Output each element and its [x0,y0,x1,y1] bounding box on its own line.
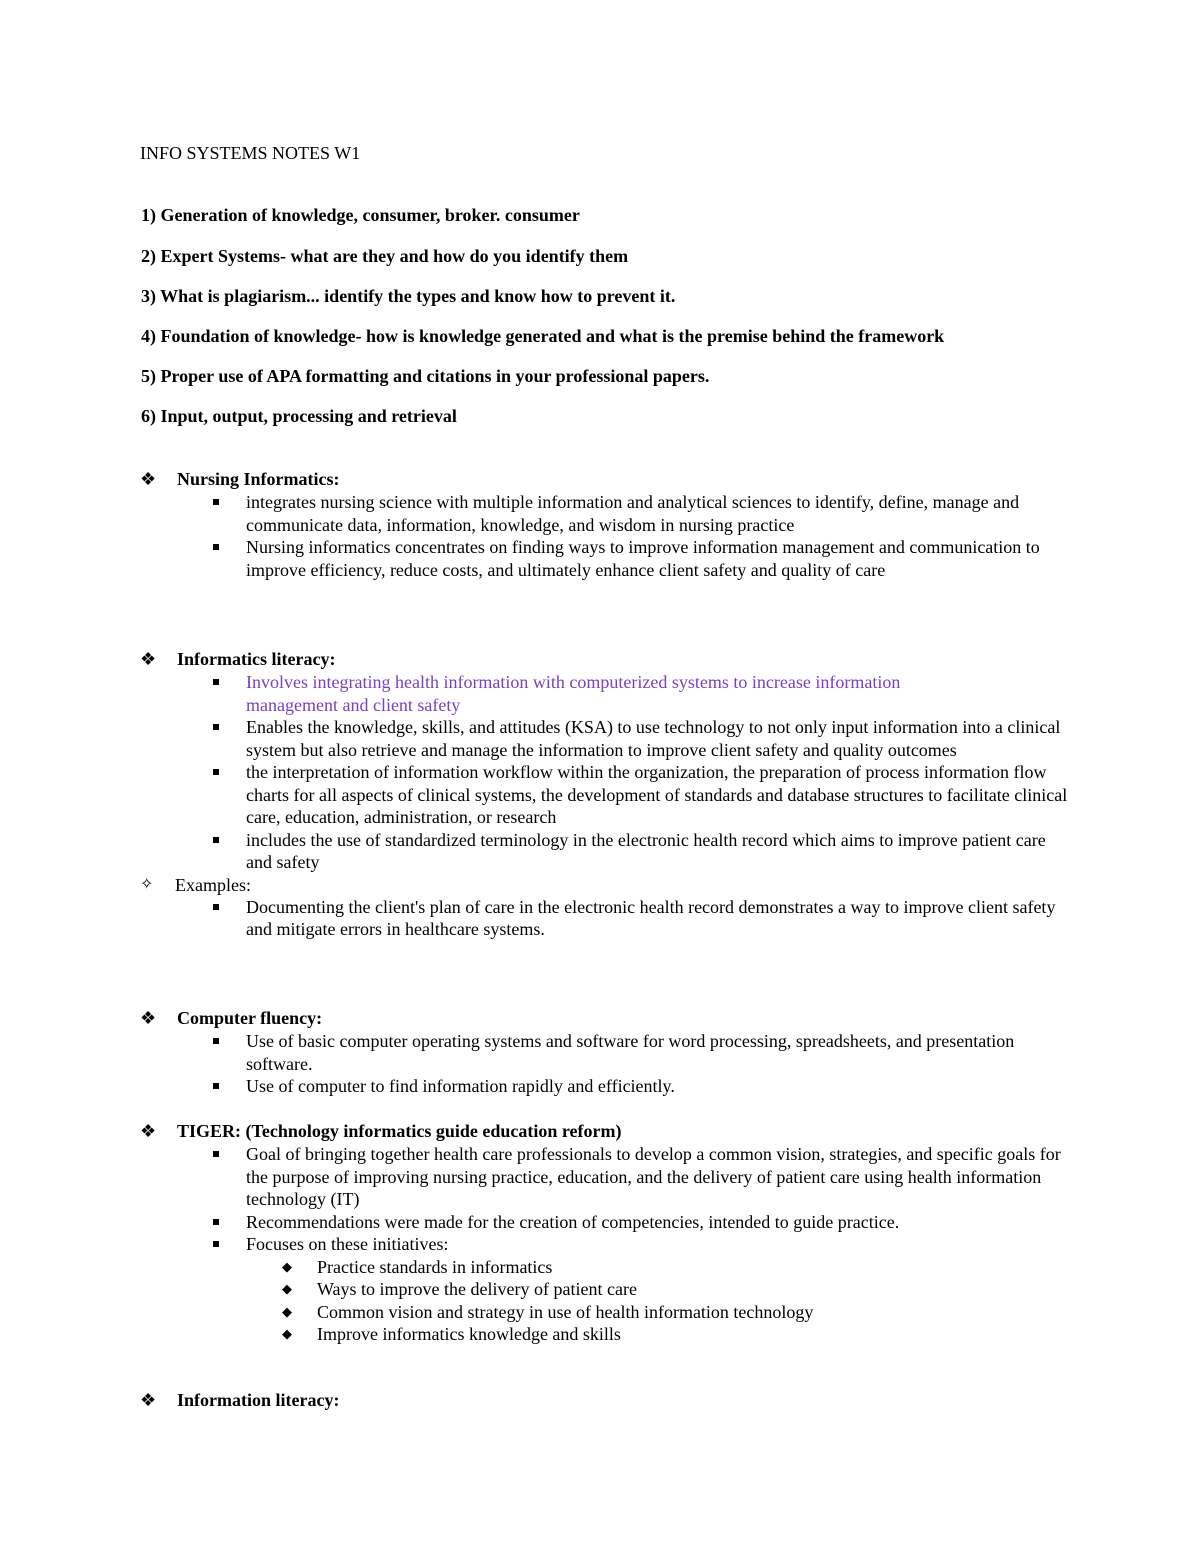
examples-heading: ✧ Examples: [140,874,251,895]
diamond-bullet-icon: ❖ [140,1390,157,1410]
question-item: 5) Proper use of APA formatting and citations in your professional papers. [141,366,710,386]
diamond-bullet-icon: ◆ [282,1258,292,1274]
bullet-list [140,491,1070,581]
question-item: 4) Foundation of knowledge- how is knowledge generated and what is the premise behind the framework [141,326,945,346]
square-bullet-icon [213,1241,219,1247]
section-nursing-informatics [140,467,1070,581]
list-item: Documenting the client's plan of care in the electronic health record demonstrates a way to improve client safety and mitigate errors in healthcare systems. [140,896,1070,941]
question-item: 3) What is plagiarism... identify the types and know how to prevent it. [141,286,676,306]
square-bullet-icon [213,1219,219,1225]
square-bullet-icon [213,1083,219,1089]
diamond-bullet-icon: ❖ [140,469,157,489]
list-item: Use of basic computer operating systems and software for word processing, spreadsheets, and presentation software. [140,1030,1070,1075]
square-bullet-icon [213,499,219,505]
outline-diamond-bullet-icon: ✧ [140,875,154,893]
diamond-bullet-icon: ◆ [282,1281,292,1296]
list-item: ◆ Improve informatics knowledge and skills [282,1324,621,1344]
section-heading: ❖ Nursing Informatics: [140,469,340,489]
list-item: Goal of bringing together health care professionals to develop a common vision, strategies, and specific goals for the purpose of improving nursing practice, education, and the delivery of patient care using health information technology (IT) [140,1143,1070,1211]
list-item: Enables the knowledge, skills, and attitudes (KSA) to use technology to not only input information into a clinical system but also retrieve and manage the information to improve client safety and quality outcomes [140,716,1070,761]
list-item: Involves integrating health information with computerized systems to increase information management and client safety [140,671,1070,716]
square-bullet-icon [213,724,219,730]
question-item: 1) Generation of knowledge, consumer, broker. consumer [141,205,580,225]
diamond-bullet-icon: ◆ [282,1326,292,1341]
square-bullet-icon [213,679,219,685]
section-tiger [140,1119,1070,1346]
list-item: Nursing informatics concentrates on finding ways to improve information management and communication to improve efficiency, reduce costs, and ultimately enhance client safety and quality of care [140,536,1070,581]
list-item: Focuses on these initiatives: [140,1233,1070,1256]
square-bullet-icon [213,837,219,843]
diamond-bullet-icon: ◆ [282,1303,292,1319]
question-item: 2) Expert Systems- what are they and how do you identify them [141,246,629,266]
list-item: Recommendations were made for the creation of competencies, intended to guide practice. [140,1211,1070,1234]
diamond-bullet-icon: ❖ [140,649,157,669]
bullet-list [140,1143,1070,1256]
square-bullet-icon [213,544,219,550]
list-item: integrates nursing science with multiple information and analytical sciences to identify, define, manage and communicate data, information, knowledge, and wisdom in nursing practice [140,491,1070,536]
section-heading: ❖ TIGER: (Technology informatics guide education reform) [140,1121,622,1141]
section-information-literacy [140,1388,1070,1412]
list-item: ◆ Practice standards in informatics [282,1256,553,1277]
document-title: INFO SYSTEMS NOTES W1 [140,143,361,163]
list-item: ◆ Ways to improve the delivery of patient care [282,1279,637,1299]
square-bullet-icon [213,904,219,910]
section-informatics-literacy [140,647,1070,941]
section-heading: ❖ Computer fluency: [140,1008,323,1028]
square-bullet-icon [213,1151,219,1157]
section-heading: ❖ Informatics literacy: [140,649,336,669]
square-bullet-icon [213,1038,219,1044]
section-heading: ❖ Information literacy: [140,1390,340,1410]
section-computer-fluency [140,1006,1070,1098]
list-item: the interpretation of information workflow within the organization, the preparation of process information flow charts for all aspects of clinical systems, the development of standards and database structures to facilitate clinical care, education, administration, or research [140,761,1070,829]
diamond-bullet-icon: ❖ [140,1121,157,1141]
examples-list [140,896,1070,941]
bullet-list [140,1030,1070,1098]
bullet-list [140,671,1070,874]
question-item: 6) Input, output, processing and retrieval [141,406,457,426]
diamond-bullet-icon: ❖ [140,1008,157,1028]
list-item: includes the use of standardized terminology in the electronic health record which aims to improve patient care and safety [140,829,1070,874]
square-bullet-icon [213,769,219,775]
list-item: ◆ Common vision and strategy in use of health information technology [282,1301,814,1322]
list-item: Use of computer to find information rapidly and efficiently. [140,1075,1070,1098]
initiatives-list [140,1256,1070,1346]
